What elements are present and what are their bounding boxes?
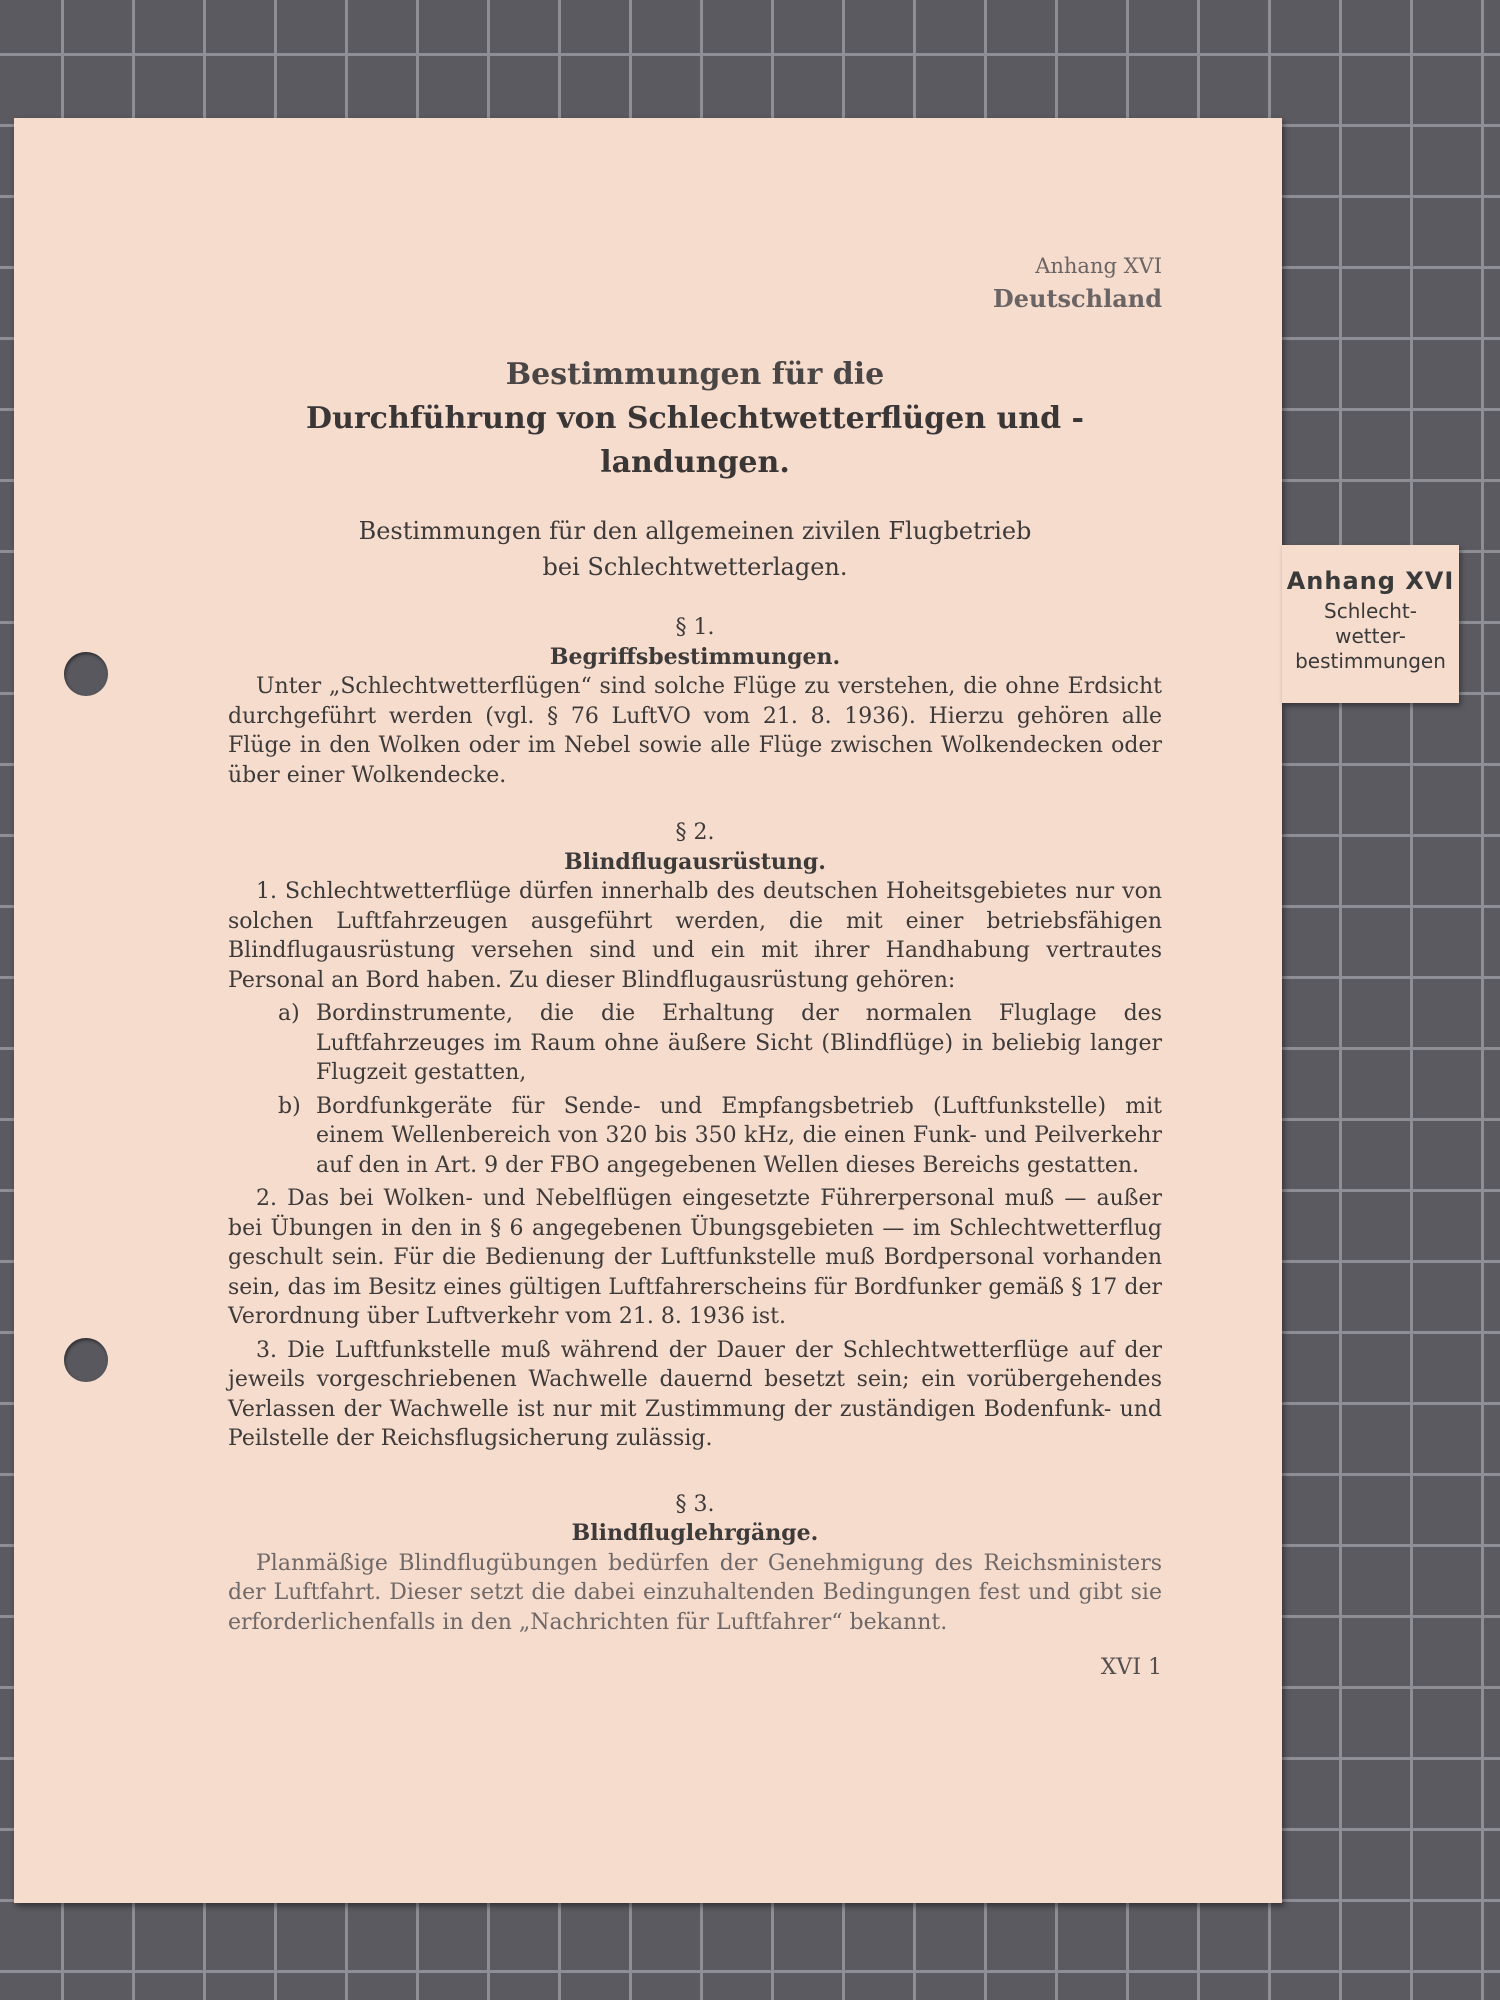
section-2-paragraph-1: 1. Schlechtwetterflüge dürfen innerhalb des deutschen Hoheitsgebietes nur von solchen Luftfahrzeugen ausgeführt werden, die mit einer betriebsfähigen Blindflugausrüstung versehen sind und ein mit ihrer Handhabung vertrautes Personal an Bord haben. Zu dieser Blindflugausrüstung gehören: xyxy=(228,879,1162,993)
punch-hole-top xyxy=(64,652,108,696)
section-3-heading: Blindfluglehrgänge. xyxy=(571,1520,819,1546)
punch-hole-bottom xyxy=(64,1338,108,1382)
list-item-a-label: a) xyxy=(278,1001,300,1026)
section-2-number: § 2. xyxy=(675,820,715,845)
list-item-a-text: Bordinstrumente, die die Erhaltung der normalen Fluglage des Luftfahrzeuges im Raum ohne äußere Sicht (Blindflüge) in beliebig langer Flugzeit gestatten, xyxy=(316,1001,1162,1085)
country-label: Deutschland xyxy=(992,283,1162,313)
subtitle-line-2: bei Schlechtwetterlagen. xyxy=(542,553,848,581)
list-item-b-text: Bordfunkgeräte für Sende- und Empfangsbetrieb (Luftfunkstelle) mit einem Wellenbereich von 320 bis 350 kHz, die einen Funk- und Peilverkehr auf den in Art. 9 der FBO angegebenen Wellen dieses Bereichs gestatten. xyxy=(316,1093,1162,1178)
title-line-1: Bestimmungen für die xyxy=(505,357,885,392)
tab-line-3: bestimmungen xyxy=(1295,649,1446,673)
page-number: XVI 1 xyxy=(1100,1655,1162,1680)
section-2-paragraph-3: 3. Die Luftfunkstelle muß während der Dauer der Schlechtwetterflüge auf der jeweils vorgeschriebenen Wachwelle dauernd besetzt sein; ein vorübergehendes Verlassen der Wachwelle ist nur mit Zustimmung der zuständigen Bodenfunk- und Peilstelle der Reichsflugsicherung zulässig. xyxy=(228,1337,1162,1451)
tab-title: Anhang XVI xyxy=(1286,567,1455,595)
section-3-number: § 3. xyxy=(675,1491,715,1517)
page-content xyxy=(228,252,1162,1683)
section-1-heading: Begriffsbestimmungen. xyxy=(549,643,841,670)
title-line-2: Durchführung von Schlechtwetterflügen und -landungen. xyxy=(306,401,1084,480)
list-item-a xyxy=(278,999,1162,1088)
section-2-heading: Blindflugausrüstung. xyxy=(564,848,826,875)
index-tab xyxy=(1282,545,1459,703)
list-item-b xyxy=(278,1092,1162,1181)
section-3-text: Planmäßige Blindflugübungen bedürfen der Genehmigung des Reichsministers der Luftfahrt. Dieser setzt die dabei einzuhaltenden Bedingungen fest und gibt sie erforderlichenfalls in den „Nachrichten für Luftfahrer“ bekannt. xyxy=(228,1550,1162,1635)
section-2-paragraph-2: 2. Das bei Wolken- und Nebelflügen eingesetzte Führerpersonal muß — außer bei Übungen in den in § 6 angegebenen Übungsgebieten — im Schlechtwetterflug geschult sein. Für die Bedienung der Luftfunkstelle muß Bordpersonal vorhanden sein, das im Besitz eines gültigen Luftfahrerscheins für Bordfunker gemäß § 17 der Verordnung über Luftverkehr vom 21. 8. 1936 ist. xyxy=(228,1186,1162,1329)
section-1-text: Unter „Schlechtwetterflügen“ sind solche Flüge zu verstehen, die ohne Erdsicht durchgeführt werden (vgl. § 76 LuftVO vom 21. 8. 1936). Hierzu gehören alle Flüge in den Wolken oder im Nebel sowie alle Flüge zwischen Wolkendecken oder über einer Wolkendecke. xyxy=(228,674,1162,788)
tab-line-2: wetter- xyxy=(1335,624,1406,648)
list-item-b-label: b) xyxy=(278,1093,301,1119)
subtitle-line-1: Bestimmungen für den allgemeinen zivilen Flugbetrieb xyxy=(358,517,1032,545)
annex-label: Anhang XVI xyxy=(1035,254,1162,278)
tab-line-1: Schlecht- xyxy=(1324,599,1417,623)
section-1-number: § 1. xyxy=(675,615,715,640)
